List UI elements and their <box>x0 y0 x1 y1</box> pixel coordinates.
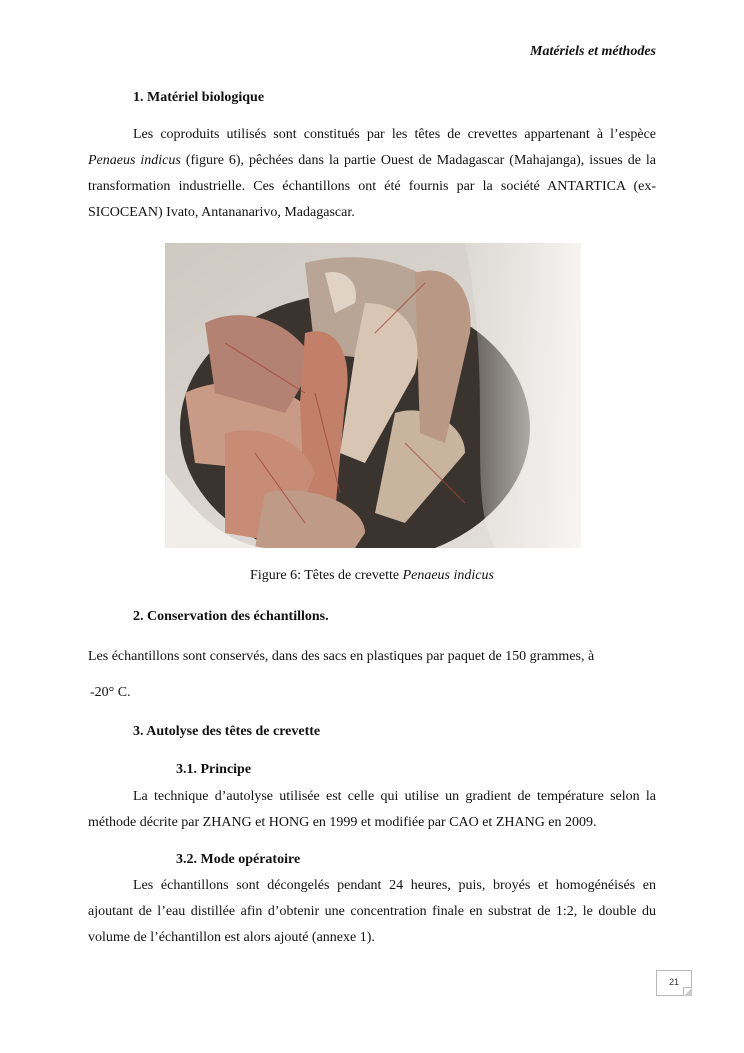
running-header: Matériels et méthodes <box>530 44 656 59</box>
figure-6-photo <box>165 243 581 548</box>
caption-species: Penaeus indicus <box>402 568 494 583</box>
section-3-1-paragraph: La technique d’autolyse utilisée est celle qui utilise un gradient de température selon la méthode décrite par ZHANG et HONG en 1999 et modifiée par CAO et ZHANG en 2009. <box>88 789 656 830</box>
section-1-title: 1. Matériel biologique <box>133 90 265 105</box>
caption-prefix: Figure 6: Têtes de crevette <box>250 568 400 583</box>
page-curl-icon <box>683 987 692 996</box>
species-name: Penaeus indicus <box>88 153 181 168</box>
page-number-box <box>656 970 692 996</box>
shrimp-heads-illustration <box>165 243 581 548</box>
section-1-text-a: Les coproduits utilisés sont constitués par les têtes de crevettes appartenant à l’espèce <box>133 127 656 142</box>
section-3-2-title: 3.2. Mode opératoire <box>176 852 301 867</box>
section-3-2-paragraph: Les échantillons sont décongelés pendant 24 heures, puis, broyés et homogénéisés en ajoutant de l’eau distillée afin d’obtenir une concentration finale en substrat de 1:2, le double du volume de l’échantillon est alors ajouté (annexe 1). <box>88 878 656 945</box>
section-1-paragraph <box>88 122 656 226</box>
page-number: 21 <box>668 977 679 987</box>
section-2-line-1: Les échantillons sont conservés, dans des sacs en plastiques par paquet de 150 grammes, à <box>88 649 595 664</box>
section-2-line-2: -20° C. <box>90 685 131 700</box>
figure-6-caption <box>0 568 744 584</box>
section-3-title: 3. Autolyse des têtes de crevette <box>133 724 321 739</box>
section-2-title: 2. Conservation des échantillons. <box>133 609 329 624</box>
section-3-1-title: 3.1. Principe <box>176 762 252 777</box>
section-1-text-b: (figure 6), pêchées dans la partie Ouest de Madagascar (Mahajanga), issues de la transformation industrielle. Ces échantillons ont été fournis par la société ANTARTICA (ex-SICOCEAN) Ivato, Antananarivo, Madagascar. <box>88 153 656 220</box>
